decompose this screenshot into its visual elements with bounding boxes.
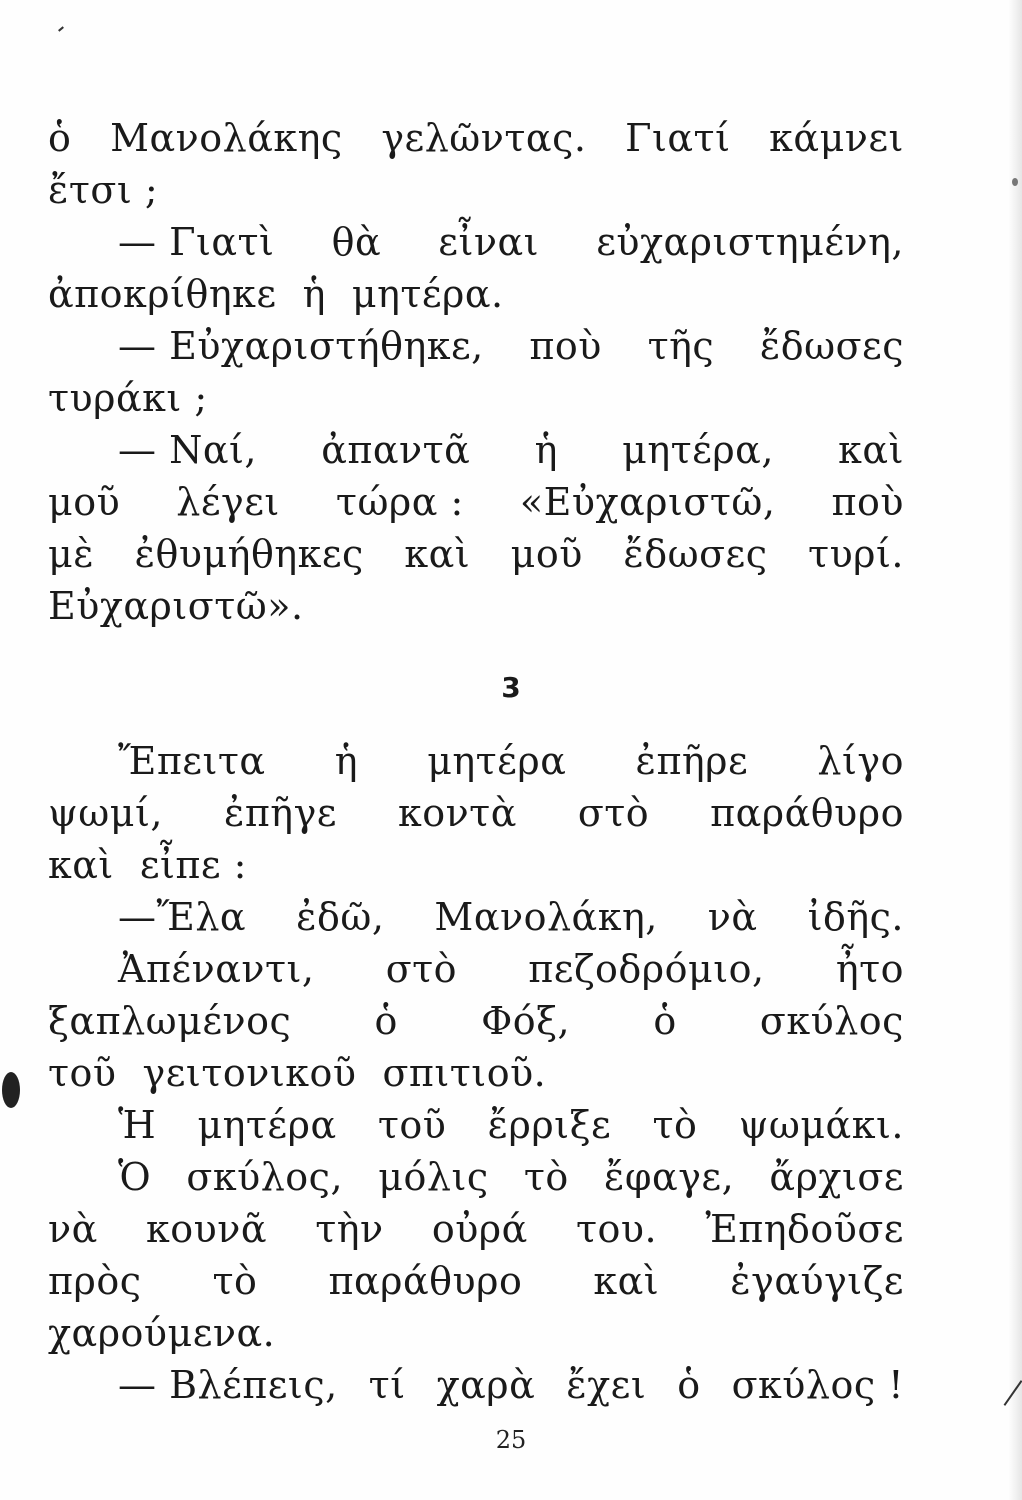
word: τώρα : — [335, 480, 464, 524]
text-line — [48, 528, 904, 580]
paragraph-window-dog — [48, 735, 904, 1411]
word: τυράκι ; — [48, 376, 208, 420]
text-line — [48, 1099, 904, 1151]
word: κοντὰ — [397, 791, 517, 835]
word: ὁ — [677, 1363, 701, 1407]
word: ἔφαγε, — [604, 1155, 735, 1199]
page-number: 25 — [495, 1426, 527, 1454]
word: ἐθυμήθηκες — [134, 532, 364, 576]
text-line — [48, 1307, 904, 1359]
word: — Εὐχαριστήθηκε, — [118, 324, 484, 368]
word: γειτονικοῦ — [142, 1051, 357, 1095]
word: τὸ — [652, 1103, 698, 1147]
word: —Ἔλα — [118, 895, 247, 939]
word: οὐρά — [431, 1207, 528, 1251]
text-line — [48, 268, 904, 320]
word: παράθυρο — [328, 1259, 523, 1303]
word: σπιτιοῦ. — [382, 1051, 547, 1095]
text-line — [48, 112, 904, 164]
word: — Γιατὶ — [118, 220, 275, 264]
word: στὸ — [385, 947, 458, 991]
ink-blot — [2, 1072, 20, 1108]
word: κουνᾶ — [145, 1207, 267, 1251]
word: τὸ — [523, 1155, 569, 1199]
word: Ἀπέναντι, — [118, 947, 315, 991]
word: ἔχει — [566, 1363, 647, 1407]
word: του. — [576, 1207, 658, 1251]
word: τοῦ — [48, 1051, 117, 1095]
word: καὶ — [838, 428, 904, 472]
word: ψωμί, — [48, 791, 163, 835]
word: Ὁ — [118, 1155, 152, 1199]
word: Μανολάκη, — [434, 895, 658, 939]
word: τί — [368, 1363, 406, 1407]
word: νὰ — [48, 1207, 98, 1251]
text-line — [48, 943, 904, 995]
word: εὐχαριστημένη, — [596, 220, 904, 264]
word: σκύλος, — [186, 1155, 344, 1199]
text-line — [48, 424, 904, 476]
word: γελῶντας. — [381, 116, 587, 160]
word: εἶναι — [438, 220, 540, 264]
word: Ἔπειτα — [118, 739, 266, 783]
word: ἐπῆγε — [223, 791, 337, 835]
word: ὁ — [653, 999, 677, 1043]
word: Γιατί — [625, 116, 731, 160]
text-line — [48, 476, 904, 528]
text-line — [48, 1151, 904, 1203]
word: μὲ — [48, 532, 95, 576]
word: ἐπῆρε — [635, 739, 749, 783]
word: τυρί. — [808, 532, 904, 576]
word: χαρούμενα. — [48, 1311, 276, 1355]
word: τοῦ — [377, 1103, 447, 1147]
word: σκύλος ! — [731, 1363, 904, 1407]
ink-speck — [1012, 178, 1018, 186]
word: πρὸς — [48, 1259, 142, 1303]
word: μοῦ — [48, 480, 121, 524]
word: ἦτο — [835, 947, 904, 991]
word: ἡ — [334, 739, 359, 783]
word: μητέρα — [197, 1103, 337, 1147]
word: ἄρχισε — [769, 1155, 904, 1199]
word: ἐδῶ, — [296, 895, 385, 939]
word: ἔδωσες — [759, 324, 904, 368]
scan-mark — [58, 26, 64, 31]
word: καὶ — [404, 532, 471, 576]
text-line — [48, 372, 904, 424]
word: νὰ — [707, 895, 758, 939]
word: ἔρριξε — [487, 1103, 612, 1147]
word: μοῦ — [510, 532, 583, 576]
word: μητέρα. — [351, 272, 504, 316]
word: καὶ — [593, 1259, 660, 1303]
word: ἔτσι ; — [48, 168, 159, 212]
word: μητέρα, — [622, 428, 774, 472]
page-edge-shadow — [1008, 0, 1022, 1500]
word: θὰ — [331, 220, 382, 264]
word: ξαπλωμένος — [48, 999, 292, 1043]
word: ἰδῆς. — [807, 895, 904, 939]
word: κάμνει — [769, 116, 904, 160]
text-line — [48, 839, 904, 891]
word: τὸ — [212, 1259, 258, 1303]
word: χαρὰ — [436, 1363, 536, 1407]
word: — Βλέπεις, — [118, 1363, 338, 1407]
text-line — [48, 164, 904, 216]
text-line — [48, 1203, 904, 1255]
word: ποὺ — [529, 324, 602, 368]
text-line — [48, 1255, 904, 1307]
word: ἀποκρίθηκε — [48, 272, 277, 316]
word: τῆς — [647, 324, 715, 368]
word: ἡ — [302, 272, 326, 316]
word: — Ναί, — [118, 428, 257, 472]
word: Φόξ, — [481, 999, 571, 1043]
section-number: 3 — [501, 671, 521, 704]
word: ἔδωσες — [623, 532, 768, 576]
word: ψωμάκι. — [738, 1103, 904, 1147]
word: λίγο — [817, 739, 904, 783]
text-line — [48, 320, 904, 372]
paragraph-dialogue — [48, 112, 904, 632]
word: παράθυρο — [710, 791, 904, 835]
word: τὴν — [315, 1207, 384, 1251]
word: Εὐχαριστῶ». — [48, 584, 304, 628]
word: Ἐπηδοῦσε — [705, 1207, 904, 1251]
word: πεζοδρόμιο, — [528, 947, 765, 991]
word: εἶπε : — [139, 843, 247, 887]
word: ποὺ — [831, 480, 904, 524]
word: ὁ — [374, 999, 398, 1043]
word: ἐγαύγιζε — [730, 1259, 904, 1303]
text-line — [48, 216, 904, 268]
word: μητέρα — [427, 739, 567, 783]
word: ὁ — [48, 116, 72, 160]
word: ἀπαντᾶ — [321, 428, 471, 472]
text-line — [48, 735, 904, 787]
text-line — [48, 787, 904, 839]
text-line — [48, 580, 904, 632]
word: «Εὐχαριστῶ, — [519, 480, 776, 524]
word: λέγει — [176, 480, 280, 524]
word: ἡ — [534, 428, 558, 472]
text-line — [48, 1359, 904, 1411]
text-line — [48, 995, 904, 1047]
word: στὸ — [577, 791, 650, 835]
text-line — [48, 891, 904, 943]
word: καὶ — [48, 843, 114, 887]
text-line — [48, 1047, 904, 1099]
word: σκύλος — [759, 999, 904, 1043]
word: Ἡ — [118, 1103, 157, 1147]
word: Μανολάκης — [110, 116, 343, 160]
word: μόλις — [378, 1155, 489, 1199]
